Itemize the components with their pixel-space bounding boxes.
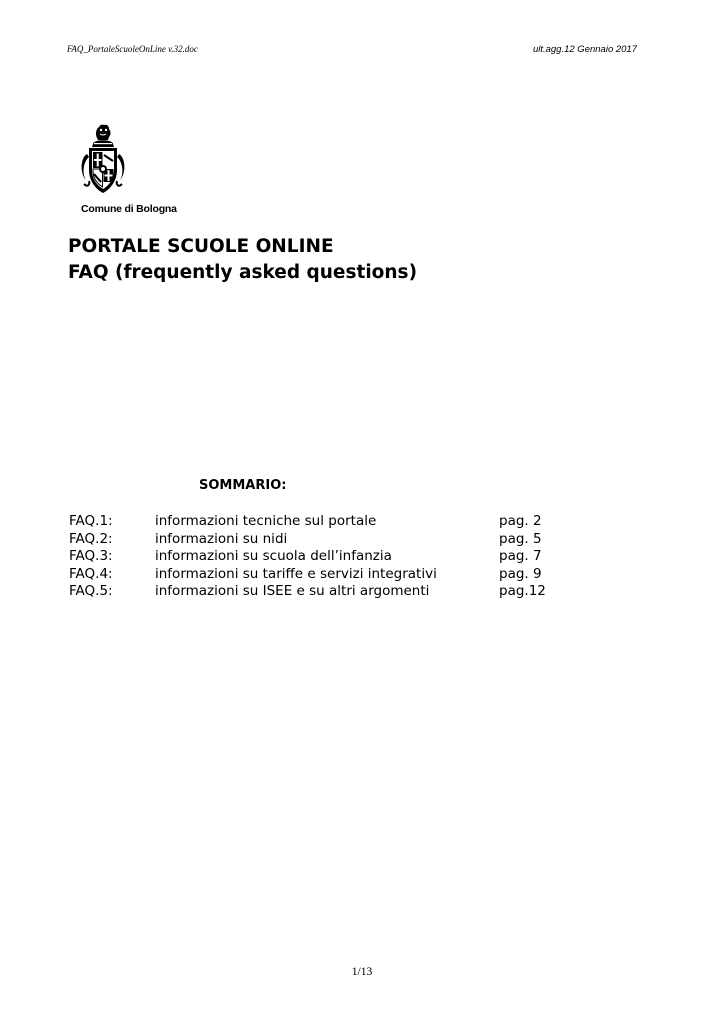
- toc-page: pag. 7: [499, 548, 542, 564]
- table-of-contents: [69, 513, 569, 601]
- toc-page: pag. 9: [499, 565, 542, 582]
- toc-page: pag.12: [499, 583, 546, 599]
- toc-code: FAQ.2:: [69, 530, 113, 547]
- toc-code: FAQ.4:: [69, 565, 113, 582]
- municipality-name: Comune di Bologna: [81, 203, 177, 215]
- page-number: 1/13: [351, 966, 373, 978]
- title-line-1: PORTALE SCUOLE ONLINE: [68, 236, 334, 257]
- toc-row: [69, 548, 569, 566]
- toc-page: pag. 5: [499, 530, 542, 547]
- toc-code: FAQ.5:: [69, 583, 113, 599]
- toc-code: FAQ.1:: [69, 513, 113, 529]
- toc-description: informazioni su scuola dell’infanzia: [155, 548, 392, 564]
- toc-code: FAQ.3:: [69, 548, 113, 564]
- toc-row: [69, 566, 569, 584]
- coat-of-arms-icon: [78, 124, 128, 196]
- summary-heading: SOMMARIO:: [199, 478, 287, 493]
- page-title: [68, 234, 417, 286]
- last-updated-date: ult.agg.12 Gennaio 2017: [532, 44, 637, 55]
- title-line-2: FAQ (frequently asked questions): [68, 262, 418, 283]
- toc-description: informazioni su ISEE e su altri argomenti: [155, 583, 430, 599]
- toc-description: informazioni su tariffe e servizi integrativi: [155, 565, 437, 582]
- toc-row: [69, 513, 569, 531]
- toc-description: informazioni su nidi: [155, 530, 288, 547]
- toc-row: [69, 531, 569, 549]
- toc-description: informazioni tecniche sul portale: [155, 513, 377, 529]
- document-filename: FAQ_PortaleScuoleOnLine v.32.doc: [67, 44, 198, 54]
- toc-page: pag. 2: [499, 513, 542, 529]
- toc-row: [69, 583, 569, 601]
